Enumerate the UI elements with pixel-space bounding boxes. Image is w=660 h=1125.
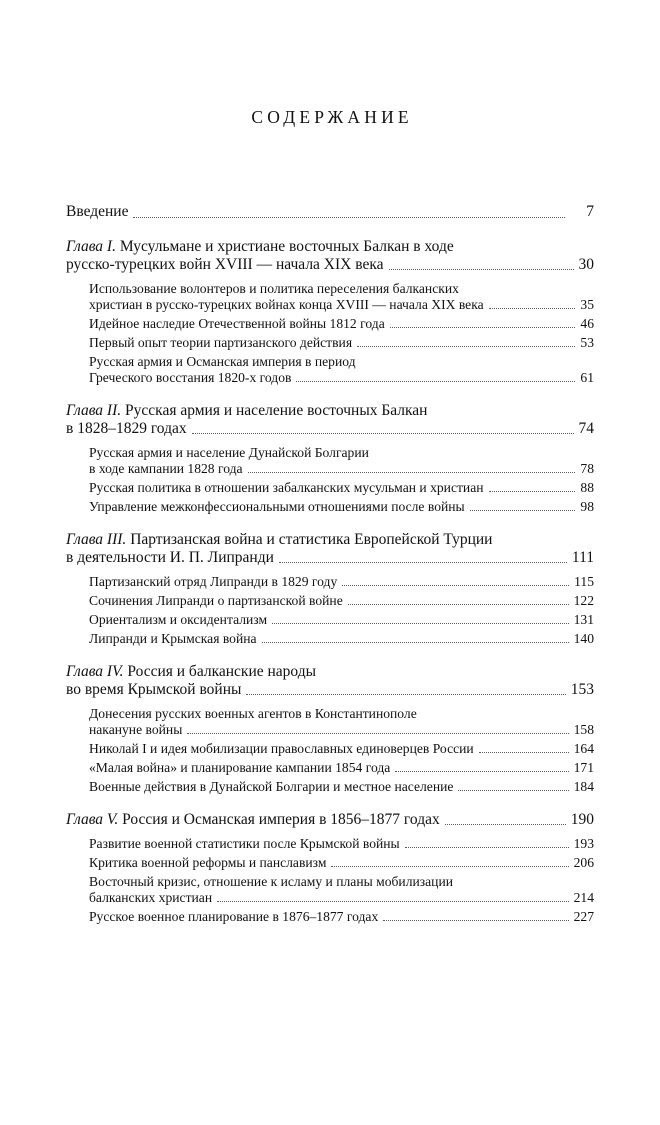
chapter-title-part1: Мусульмане и христиане восточных Балкан в ходе <box>115 238 454 256</box>
toc-entry-page: 78 <box>580 461 594 477</box>
toc-entry-section[interactable] <box>89 316 594 332</box>
toc-entry-section[interactable] <box>89 480 594 496</box>
toc-entry-line2-row <box>89 779 594 795</box>
toc-entry-line2: Греческого восстания 1820-х годов <box>89 370 292 386</box>
toc-entry-chapter-5[interactable] <box>66 811 594 829</box>
toc-entry-line2-row <box>89 612 594 628</box>
leader-dots <box>389 269 574 270</box>
leader-dots <box>458 790 568 791</box>
toc-entry-section[interactable] <box>89 631 594 647</box>
toc-entry-page: 214 <box>573 890 594 906</box>
toc-entry-label: Введение <box>66 203 129 220</box>
toc-entry-line1: Русская армия и Османская империя в период <box>89 354 356 370</box>
toc-entry-line2-row <box>89 760 594 776</box>
toc-entry-page: 122 <box>573 593 594 609</box>
leader-dots <box>357 346 575 347</box>
toc-entry-line1: Русская армия и население Дунайской Болгарии <box>89 445 369 461</box>
toc-entry-line2: в ходе кампании 1828 года <box>89 461 243 477</box>
toc-entry-section[interactable] <box>89 874 594 906</box>
toc-entry-line2-row <box>89 574 594 590</box>
toc-entry-line1 <box>66 811 440 829</box>
leader-dots <box>383 920 568 921</box>
toc-entry-line2-row <box>89 836 594 852</box>
toc-entry-page: 98 <box>580 499 594 515</box>
toc-entry-section[interactable] <box>89 499 594 515</box>
toc-entry-page: 171 <box>573 760 594 776</box>
toc-entry-page: 153 <box>570 681 594 699</box>
leader-dots <box>479 752 569 753</box>
leader-dots <box>395 771 568 772</box>
toc-entry-line2: Николай I и идея мобилизации православных единоверцев России <box>89 741 474 757</box>
toc-page <box>0 107 660 1125</box>
toc-entry-line2-row <box>66 681 594 699</box>
chapter-title-part1: Россия и Османская империя в 1856–1877 годах <box>118 811 440 829</box>
toc-entry-line2-row <box>89 335 594 351</box>
toc-entry-line2: христиан в русско-турецких войнах конца XVIII — начала XIX века <box>89 297 484 313</box>
toc-entry-line1: Использование волонтеров и политика переселения балканских <box>89 281 459 297</box>
leader-dots <box>248 472 576 473</box>
toc-entry-page: 46 <box>580 316 594 332</box>
chapter-number-label: Глава V. <box>66 811 119 829</box>
leader-dots <box>342 585 569 586</box>
leader-dots <box>348 604 569 605</box>
toc-entry-line2: балканских христиан <box>89 890 213 906</box>
leader-dots <box>217 901 569 902</box>
toc-entry-section[interactable] <box>89 779 594 795</box>
toc-entry-line2: Первый опыт теории партизанского действия <box>89 335 353 351</box>
toc-entry-page: 74 <box>578 420 594 438</box>
toc-entry-line2: Сочинения Липранди о партизанской войне <box>89 593 343 609</box>
toc-entry-line2-row <box>89 593 594 609</box>
chapter-title-part1: Россия и балканские народы <box>123 663 317 681</box>
toc-entry-introduction[interactable] <box>66 202 594 222</box>
toc-entry-line2: Партизанский отряд Липранди в 1829 году <box>89 574 338 590</box>
toc-entry-line2: в деятельности И. П. Липранди <box>66 549 274 567</box>
toc-entry-section[interactable] <box>89 612 594 628</box>
toc-entry-section[interactable] <box>89 909 594 925</box>
toc-entry-line2: Критика военной реформы и панславизм <box>89 855 327 871</box>
toc-entry-section[interactable] <box>89 760 594 776</box>
leader-dots <box>296 381 575 382</box>
toc-entry-page: 88 <box>580 480 594 496</box>
leader-dots <box>246 694 565 695</box>
toc-entry-chapter-3[interactable] <box>66 531 594 567</box>
chapter-title-part1: Русская армия и население восточных Балкан <box>121 402 428 420</box>
toc-entry-page: 193 <box>573 836 594 852</box>
toc-entry-line2: «Малая война» и планирование кампании 1854 года <box>89 760 391 776</box>
toc-entry-line2: во время Крымской войны <box>66 681 242 699</box>
toc-entry-page: 227 <box>573 909 594 925</box>
toc-entry-page: 30 <box>578 256 594 274</box>
toc-entry-page: 140 <box>573 631 594 647</box>
toc-entry-page: 61 <box>580 370 594 386</box>
leader-dots <box>390 327 576 328</box>
toc-entry-page: 206 <box>573 855 594 871</box>
leader-dots <box>192 433 574 434</box>
toc-entry-line2: Управление межконфессиональными отношениями после войны <box>89 499 465 515</box>
page-title: СОДЕРЖАНИЕ <box>251 107 413 127</box>
toc-entry-line2-row <box>89 890 594 906</box>
toc-entry-line1 <box>66 238 594 256</box>
chapter-number-label: Глава II. <box>66 402 122 420</box>
toc-entry-page: 190 <box>570 811 594 829</box>
toc-entry-line2: накануне войны <box>89 722 183 738</box>
toc-entry-line2: Ориентализм и оксидентализм <box>89 612 268 628</box>
toc-entry-line2: Липранди и Крымская война <box>89 631 257 647</box>
chapter-number-label: Глава I. <box>66 238 116 256</box>
toc-entry-line2-row <box>89 741 594 757</box>
toc-entry-page: 35 <box>580 297 594 313</box>
toc-entry-line2-row <box>89 316 594 332</box>
toc-entry-line2-row <box>66 256 594 274</box>
toc-entry-chapter-1[interactable] <box>66 238 594 274</box>
leader-dots <box>405 847 569 848</box>
chapter-number-label: Глава III. <box>66 531 127 549</box>
leader-dots <box>272 623 569 624</box>
toc-entry-section[interactable] <box>89 855 594 871</box>
toc-entry-page: 184 <box>573 779 594 795</box>
leader-dots <box>279 562 567 563</box>
toc-entry-section[interactable] <box>89 741 594 757</box>
toc-entry-section[interactable] <box>89 354 594 386</box>
toc-entry-line1 <box>66 663 594 681</box>
toc-entry-line2-row <box>89 499 594 515</box>
toc-entry-line2-row <box>89 461 594 477</box>
toc-entry-line2-row <box>89 855 594 871</box>
toc-entry-page: 131 <box>573 612 594 628</box>
toc-entry-page: 111 <box>571 549 594 567</box>
chapter-number-label: Глава IV. <box>66 663 124 681</box>
leader-dots <box>331 866 568 867</box>
toc-entry-page: 158 <box>573 722 594 738</box>
toc-entry-line2-row <box>89 297 594 313</box>
toc-entry-line1-row <box>66 811 594 829</box>
toc-entry-line2: Русское военное планирование в 1876–1877 годах <box>89 909 379 925</box>
toc-entry-line2-row <box>89 370 594 386</box>
toc-entry-line2: Военные действия в Дунайской Болгарии и местное население <box>89 779 454 795</box>
toc-entry-line2: в 1828–1829 годах <box>66 420 187 438</box>
leader-dots <box>470 510 576 511</box>
leader-dots <box>187 733 568 734</box>
toc-entry-chapter-4[interactable] <box>66 663 594 699</box>
toc-list <box>66 202 594 925</box>
leader-dots <box>489 308 576 309</box>
toc-entry-line1: Восточный кризис, отношение к исламу и планы мобилизации <box>89 874 453 890</box>
toc-entry-chapter-2[interactable] <box>66 402 594 438</box>
toc-entry-page: 115 <box>574 574 594 590</box>
toc-entry-section[interactable] <box>89 593 594 609</box>
toc-entry-line2-row <box>89 631 594 647</box>
toc-entry-line2-row <box>89 722 594 738</box>
toc-entry-line2: Развитие военной статистики после Крымской войны <box>89 836 400 852</box>
leader-dots <box>489 491 576 492</box>
toc-entry-line2-row <box>89 480 594 496</box>
toc-entry-page: 7 <box>586 203 594 220</box>
toc-entry-section[interactable] <box>89 706 594 738</box>
toc-entry-line2-row <box>66 420 594 438</box>
leader-dots <box>445 824 566 825</box>
toc-entry-line1 <box>66 531 594 549</box>
toc-entry-section[interactable] <box>89 335 594 351</box>
toc-entry-page: 164 <box>573 741 594 757</box>
toc-entry-line2: русско-турецких войн XVIII — начала XIX века <box>66 256 384 274</box>
toc-entry-line2: Русская политика в отношении забалканских мусульман и христиан <box>89 480 484 496</box>
toc-entry-line1: Донесения русских военных агентов в Константинополе <box>89 706 417 722</box>
toc-entry-section[interactable] <box>89 574 594 590</box>
toc-entry-section[interactable] <box>89 281 594 313</box>
chapter-title-part1: Партизанская война и статистика Европейской Турции <box>126 531 493 549</box>
leader-dots <box>133 217 565 218</box>
toc-entry-page: 53 <box>580 335 594 351</box>
toc-entry-line2-row <box>89 909 594 925</box>
toc-entry-line1 <box>66 402 594 420</box>
leader-dots <box>262 642 569 643</box>
toc-entry-line2: Идейное наследие Отечественной войны 1812 года <box>89 316 385 332</box>
toc-entry-line2-row <box>66 549 594 567</box>
toc-entry-section[interactable] <box>89 836 594 852</box>
toc-entry-section[interactable] <box>89 445 594 477</box>
